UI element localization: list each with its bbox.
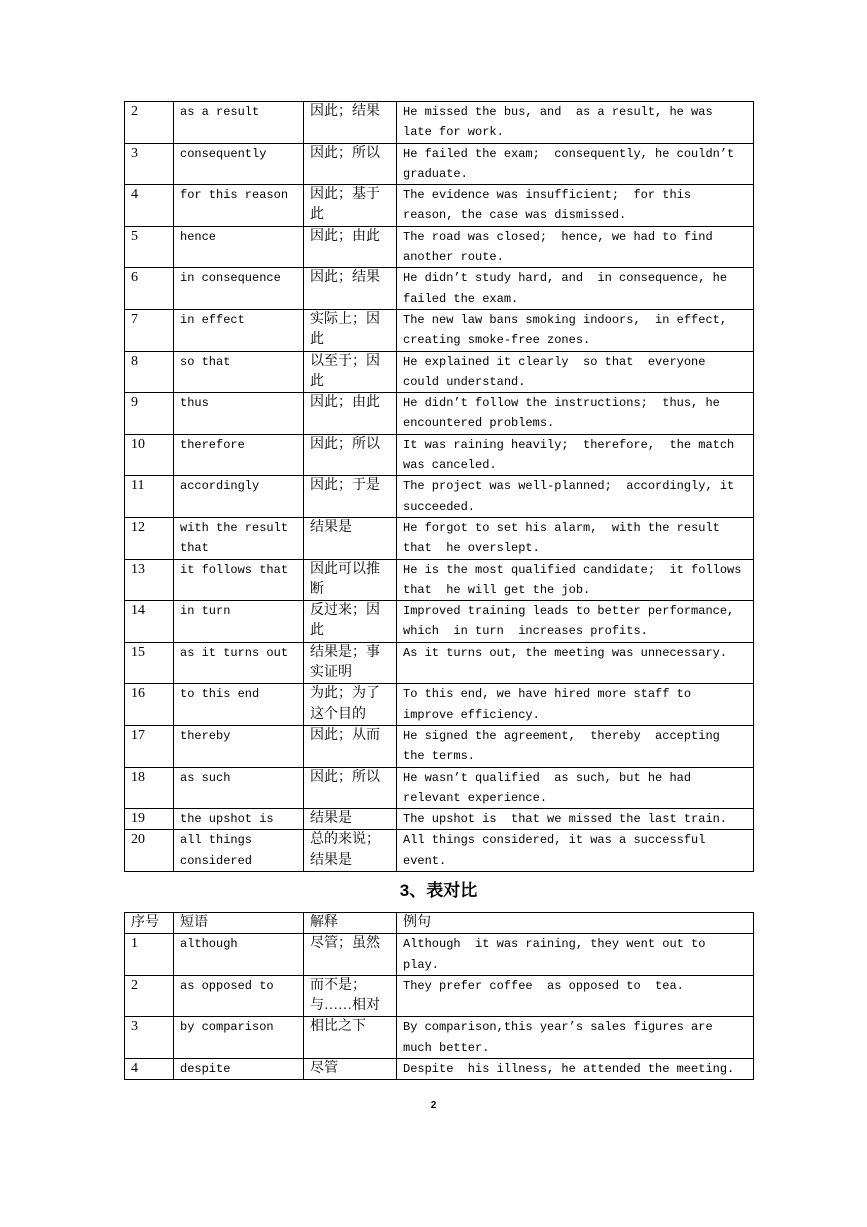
example-cell: The project was well-planned; accordingly, it succeeded. bbox=[397, 476, 754, 518]
table-row bbox=[125, 143, 754, 185]
table-row bbox=[125, 767, 754, 809]
row-number-cell: 9 bbox=[125, 393, 174, 435]
table-row bbox=[125, 559, 754, 601]
phrase-cell: therefore bbox=[174, 434, 304, 476]
row-number-cell: 16 bbox=[125, 684, 174, 726]
header-meaning: 解释 bbox=[304, 912, 397, 933]
phrase-cell: accordingly bbox=[174, 476, 304, 518]
meaning-cell: 结果是；事实证明 bbox=[304, 642, 397, 684]
row-number-cell: 4 bbox=[125, 185, 174, 227]
phrase-cell: thereby bbox=[174, 725, 304, 767]
meaning-cell: 因此；由此 bbox=[304, 226, 397, 268]
example-cell: They prefer coffee as opposed to tea. bbox=[397, 975, 754, 1017]
meaning-cell: 因此；所以 bbox=[304, 143, 397, 185]
table-row bbox=[125, 1017, 754, 1059]
header-phrase: 短语 bbox=[174, 912, 304, 933]
meaning-cell: 以至于；因此 bbox=[304, 351, 397, 393]
example-cell: He failed the exam; consequently, he couldn’t graduate. bbox=[397, 143, 754, 185]
meaning-cell: 结果是 bbox=[304, 809, 397, 830]
meaning-cell: 因此；结果 bbox=[304, 102, 397, 144]
table-row bbox=[125, 476, 754, 518]
row-number-cell: 11 bbox=[125, 476, 174, 518]
example-cell: Although it was raining, they went out to play. bbox=[397, 934, 754, 976]
phrase-cell: to this end bbox=[174, 684, 304, 726]
table-row bbox=[125, 268, 754, 310]
example-cell: The road was closed; hence, we had to find another route. bbox=[397, 226, 754, 268]
meaning-cell: 结果是 bbox=[304, 517, 397, 559]
section-heading: 3、表对比 bbox=[399, 880, 478, 900]
table-row bbox=[125, 226, 754, 268]
phrase-cell: for this reason bbox=[174, 185, 304, 227]
table-row bbox=[125, 1059, 754, 1080]
row-number-cell: 10 bbox=[125, 434, 174, 476]
row-number-cell: 5 bbox=[125, 226, 174, 268]
example-cell: He didn’t study hard, and in consequence, he failed the exam. bbox=[397, 268, 754, 310]
table-row bbox=[125, 601, 754, 643]
phrase-cell: although bbox=[174, 934, 304, 976]
header-number: 序号 bbox=[125, 912, 174, 933]
table-row bbox=[125, 393, 754, 435]
row-number-cell: 3 bbox=[125, 1017, 174, 1059]
table-row bbox=[125, 809, 754, 830]
row-number-cell: 4 bbox=[125, 1059, 174, 1080]
phrase-cell: as it turns out bbox=[174, 642, 304, 684]
table-row bbox=[125, 434, 754, 476]
meaning-cell: 因此；结果 bbox=[304, 268, 397, 310]
table-row bbox=[125, 830, 754, 872]
table-row bbox=[125, 725, 754, 767]
page-content bbox=[124, 101, 753, 1080]
phrase-cell: as such bbox=[174, 767, 304, 809]
meaning-cell: 因此可以推断 bbox=[304, 559, 397, 601]
phrase-cell: as opposed to bbox=[174, 975, 304, 1017]
example-cell: It was raining heavily; therefore, the match was canceled. bbox=[397, 434, 754, 476]
header-example: 例句 bbox=[397, 912, 754, 933]
page-number: 2 bbox=[430, 1100, 437, 1111]
phrase-cell: in consequence bbox=[174, 268, 304, 310]
row-number-cell: 3 bbox=[125, 143, 174, 185]
meaning-cell: 因此；由此 bbox=[304, 393, 397, 435]
row-number-cell: 13 bbox=[125, 559, 174, 601]
table-row bbox=[125, 684, 754, 726]
example-cell: He is the most qualified candidate; it follows that he will get the job. bbox=[397, 559, 754, 601]
example-cell: By comparison,this year’s sales figures are much better. bbox=[397, 1017, 754, 1059]
table-row bbox=[125, 102, 754, 144]
phrase-cell: as a result bbox=[174, 102, 304, 144]
table-row bbox=[125, 517, 754, 559]
meaning-cell: 相比之下 bbox=[304, 1017, 397, 1059]
table-row bbox=[125, 185, 754, 227]
example-cell: To this end, we have hired more staff to improve efficiency. bbox=[397, 684, 754, 726]
meaning-cell: 因此；从而 bbox=[304, 725, 397, 767]
example-cell: Despite his illness, he attended the meeting. bbox=[397, 1059, 754, 1080]
phrase-cell: with the result that bbox=[174, 517, 304, 559]
row-number-cell: 14 bbox=[125, 601, 174, 643]
result-connectives-table bbox=[124, 101, 754, 872]
row-number-cell: 18 bbox=[125, 767, 174, 809]
meaning-cell: 为此；为了这个目的 bbox=[304, 684, 397, 726]
example-cell: He didn’t follow the instructions; thus, he encountered problems. bbox=[397, 393, 754, 435]
example-cell: He missed the bus, and as a result, he was late for work. bbox=[397, 102, 754, 144]
meaning-cell: 而不是；与……相对 bbox=[304, 975, 397, 1017]
meaning-cell: 因此；基于此 bbox=[304, 185, 397, 227]
phrase-cell: in effect bbox=[174, 309, 304, 351]
example-cell: Improved training leads to better performance, which in turn increases profits. bbox=[397, 601, 754, 643]
meaning-cell: 因此；于是 bbox=[304, 476, 397, 518]
row-number-cell: 15 bbox=[125, 642, 174, 684]
example-cell: He explained it clearly so that everyone could understand. bbox=[397, 351, 754, 393]
example-cell: The new law bans smoking indoors, in effect, creating smoke-free zones. bbox=[397, 309, 754, 351]
row-number-cell: 2 bbox=[125, 975, 174, 1017]
meaning-cell: 实际上；因此 bbox=[304, 309, 397, 351]
contrast-connectives-table bbox=[124, 912, 754, 1080]
table-header-row bbox=[125, 912, 754, 933]
table-row bbox=[125, 934, 754, 976]
meaning-cell: 因此；所以 bbox=[304, 434, 397, 476]
row-number-cell: 12 bbox=[125, 517, 174, 559]
table-row bbox=[125, 309, 754, 351]
row-number-cell: 2 bbox=[125, 102, 174, 144]
table-row bbox=[125, 642, 754, 684]
table-row bbox=[125, 975, 754, 1017]
example-cell: He signed the agreement, thereby accepting the terms. bbox=[397, 725, 754, 767]
example-cell: He wasn’t qualified as such, but he had relevant experience. bbox=[397, 767, 754, 809]
example-cell: He forgot to set his alarm, with the result that he overslept. bbox=[397, 517, 754, 559]
example-cell: As it turns out, the meeting was unnecessary. bbox=[397, 642, 754, 684]
phrase-cell: it follows that bbox=[174, 559, 304, 601]
phrase-cell: consequently bbox=[174, 143, 304, 185]
meaning-cell: 反过来；因此 bbox=[304, 601, 397, 643]
phrase-cell: all things considered bbox=[174, 830, 304, 872]
meaning-cell: 总的来说；结果是 bbox=[304, 830, 397, 872]
phrase-cell: hence bbox=[174, 226, 304, 268]
row-number-cell: 7 bbox=[125, 309, 174, 351]
row-number-cell: 1 bbox=[125, 934, 174, 976]
example-cell: All things considered, it was a successful event. bbox=[397, 830, 754, 872]
phrase-cell: the upshot is bbox=[174, 809, 304, 830]
table-row bbox=[125, 351, 754, 393]
row-number-cell: 20 bbox=[125, 830, 174, 872]
phrase-cell: in turn bbox=[174, 601, 304, 643]
phrase-cell: so that bbox=[174, 351, 304, 393]
phrase-cell: thus bbox=[174, 393, 304, 435]
meaning-cell: 尽管；虽然 bbox=[304, 934, 397, 976]
phrase-cell: despite bbox=[174, 1059, 304, 1080]
meaning-cell: 因此；所以 bbox=[304, 767, 397, 809]
row-number-cell: 19 bbox=[125, 809, 174, 830]
meaning-cell: 尽管 bbox=[304, 1059, 397, 1080]
example-cell: The evidence was insufficient; for this reason, the case was dismissed. bbox=[397, 185, 754, 227]
phrase-cell: by comparison bbox=[174, 1017, 304, 1059]
row-number-cell: 6 bbox=[125, 268, 174, 310]
row-number-cell: 17 bbox=[125, 725, 174, 767]
row-number-cell: 8 bbox=[125, 351, 174, 393]
example-cell: The upshot is that we missed the last train. bbox=[397, 809, 754, 830]
